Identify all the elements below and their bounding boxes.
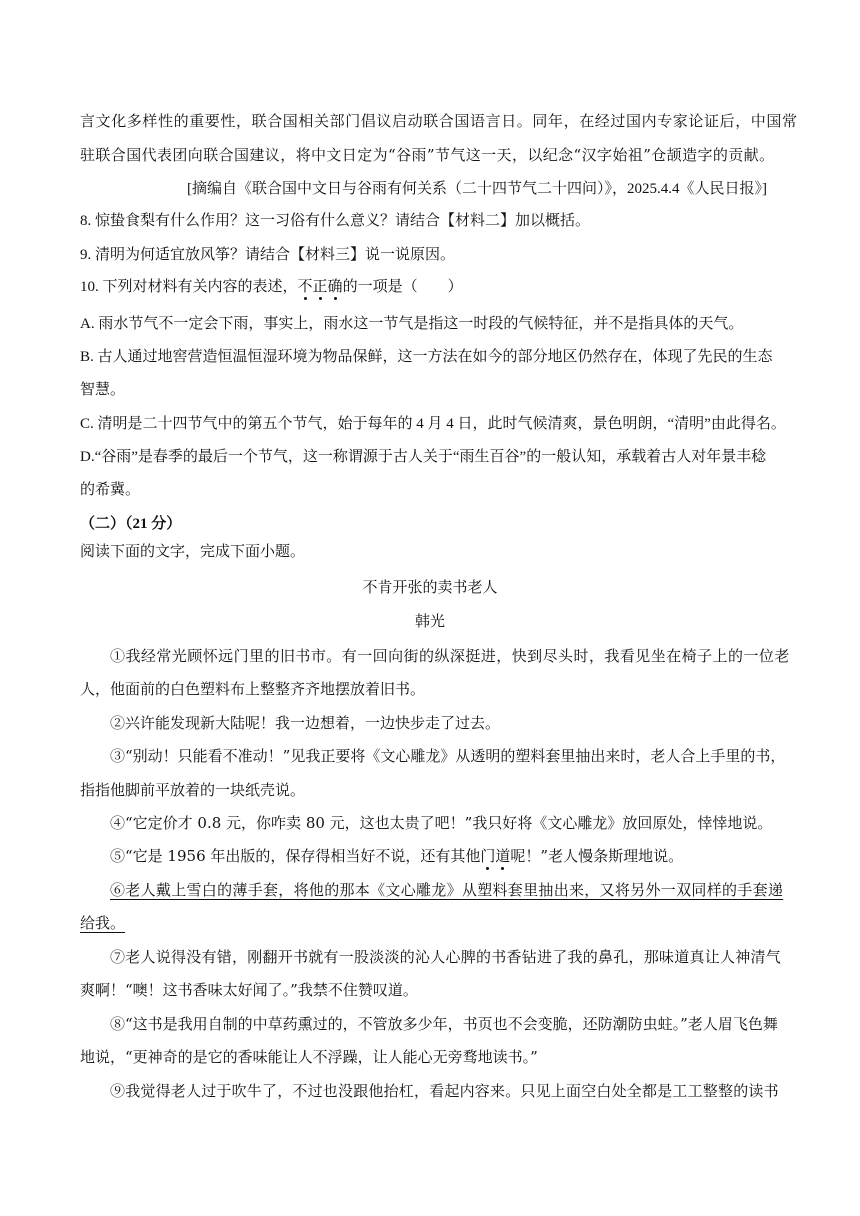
section-heading: （二）（21 分） <box>80 516 182 532</box>
article-paragraph-line <box>110 846 683 866</box>
option-b-line: 智慧。 <box>80 382 126 398</box>
article-paragraph-line: 人，他面前的白色塑料布上整整齐齐地摆放着旧书。 <box>80 680 426 698</box>
emphasis-character: 门 <box>480 847 496 865</box>
article-paragraph-line: ④“它定价才 0.8 元，你咋卖 80 元，这也太贵了吧！”我只好将《文心雕龙》放回原处，悻悻地说。 <box>110 814 773 832</box>
article-paragraph-line: 地说，“更神奇的是它的香味能让人不浮躁，让人能心无旁骛地读书。” <box>80 1048 538 1066</box>
question-9: 9. 清明为何适宜放风筝？请结合【材料三】说一说原因。 <box>80 247 456 263</box>
article-paragraph-line: ⑦老人说得没有错，刚翻开书就有一股淡淡的沁人心脾的书香钻进了我的鼻孔，那味道真让人神清气 <box>110 948 782 966</box>
reading-instruction: 阅读下面的文字，完成下面小题。 <box>80 544 306 560</box>
emphasis-character: 不 <box>297 279 313 295</box>
paragraph-5-prefix: ⑤“它是 1956 年出版的，保存得相当好不说，还有其他 <box>110 847 481 865</box>
article-paragraph-line: ⑨我觉得老人过于吹牛了，不过也没跟他抬杠，看起内容来。只见上面空白处全都是工工整整的读书 <box>110 1082 779 1100</box>
material-paragraph-line: 言文化多样性的重要性，联合国相关部门倡议启动联合国语言日。同年，在经过国内专家论证后，中国常 <box>80 112 798 130</box>
question-10-prefix: 10. 下列对材料有关内容的表述， <box>80 279 298 295</box>
article-author: 韩光 <box>414 612 445 630</box>
emphasis-character: 正 <box>312 279 328 295</box>
material-paragraph-line: 驻联合国代表团向联合国建议，将中文日定为“谷雨”节气这一天，以纪念“汉字始祖”仓颉造字的贡献。 <box>80 146 775 164</box>
article-paragraph-line: ②兴许能发现新大陆呢！我一边想着，一边快步走了过去。 <box>110 714 501 732</box>
article-paragraph-line: ⑧“这书是我用自制的中草药熏过的，不管放多少年，书页也不会变脆，还防潮防虫蛀。”老人眉飞色舞 <box>110 1015 778 1033</box>
option-d-line: 的希冀。 <box>80 482 141 498</box>
option-d-line: D.“谷雨”是春季的最后一个节气，这一称谓源于古人关于“雨生百谷”的一般认知，承载着古人对年景丰稔 <box>80 449 767 465</box>
underlined-passage-line: ⑥老人戴上雪白的薄手套，将他的那本《文心雕龙》从塑料套里抽出来，又将另外一双同样的手套递 <box>110 881 784 899</box>
question-8: 8. 惊蛰食梨有什么作用？这一习俗有什么意义？请结合【材料二】加以概括。 <box>80 213 591 229</box>
emphasis-character: 道 <box>495 847 511 865</box>
question-10 <box>80 277 463 297</box>
option-b-line: B. 古人通过地窖营造恒温恒湿环境为物品保鲜，这一方法在如今的部分地区仍然存在，体现了先民的生态 <box>80 349 773 365</box>
article-paragraph-line: 指指他脚前平放着的一块纸壳说。 <box>80 781 306 799</box>
article-paragraph-line: 爽啊！“噢！这书香味太好闻了。”我禁不住赞叹道。 <box>80 981 418 999</box>
question-10-suffix: 的一项是（ ） <box>342 279 463 295</box>
article-paragraph-line: ③“别动！只能看不准动！”见我正要将《文心雕龙》从透明的塑料套里抽出来时，老人合上手里的书， <box>110 747 786 765</box>
option-a: A. 雨水节气不一定会下雨，事实上，雨水这一节气是指这一时段的气候特征，并不是指具体的天气。 <box>80 316 744 332</box>
underlined-passage-line: 给我。 <box>80 914 126 932</box>
article-title: 不肯开张的卖书老人 <box>362 578 498 596</box>
article-paragraph-line: ①我经常光顾怀远门里的旧书市。有一回向街的纵深挺进，快到尽头时，我看见坐在椅子上的一位老 <box>110 647 790 665</box>
paragraph-5-suffix: 呢！”老人慢条斯理地说。 <box>510 847 684 865</box>
emphasis-character: 确 <box>327 279 343 295</box>
option-c: C. 清明是二十四节气中的第五个节气，始于每年的 4 月 4 日，此时气候清爽，景色明朗，“清明”由此得名。 <box>80 416 786 432</box>
material-source-citation: [摘编自《联合国中文日与谷雨有何关系（二十四节气二十四问）》，2025.4.4《人民日报》] <box>187 181 767 197</box>
